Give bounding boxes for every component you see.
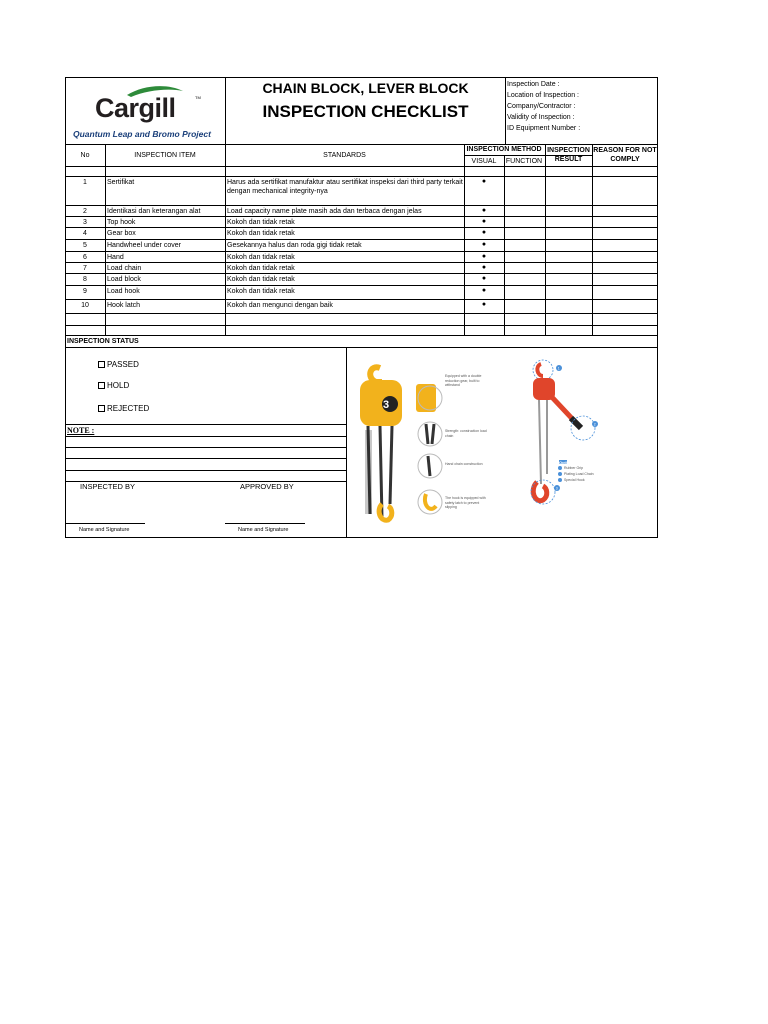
inspected-by-label: INSPECTED BY — [80, 482, 136, 491]
note-line — [65, 470, 346, 471]
table-header-bottom — [65, 166, 658, 167]
hold-label: HOLD — [107, 381, 130, 390]
row-standard: Harus ada sertifikat manufaktur atau sertifikat inspeksi dari third party terkait dengan mechanical integrity-nya — [227, 179, 463, 195]
passed-checkbox[interactable] — [98, 361, 105, 368]
note-top-line — [65, 424, 346, 425]
approved-by-label: APPROVED BY — [240, 482, 294, 491]
row-item: Hand — [107, 254, 124, 261]
row-standard: Load capacity name plate masih ada dan terbaca dengan jelas — [227, 208, 422, 215]
title-line1: CHAIN BLOCK, LEVER BLOCK — [262, 80, 469, 96]
hold-checkbox[interactable] — [98, 382, 105, 389]
row-item: Sertifikat — [107, 179, 135, 186]
table-row — [65, 227, 658, 239]
row-number: 1 — [83, 179, 87, 186]
visual-check-mark[interactable]: ● — [481, 301, 487, 308]
row-standard: Kokoh dan tidak retak — [227, 276, 295, 283]
row-standard: Kokoh dan tidak retak — [227, 265, 295, 272]
signature-line-2 — [225, 523, 305, 524]
col-result-header: INSPECTION RESULT — [547, 147, 590, 163]
col-no-header: No — [80, 152, 90, 159]
row-item: Load block — [107, 276, 141, 283]
name-signature-1: Name and Signature — [79, 527, 130, 533]
signature-line-1 — [65, 523, 145, 524]
info-validity: Validity of Inspection : — [507, 114, 575, 121]
col-line — [105, 144, 106, 335]
row-standard: Kokoh dan mengunci dengan baik — [227, 302, 333, 309]
lever-block-image — [497, 354, 607, 526]
inspection-status-label: INSPECTION STATUS — [67, 338, 139, 345]
lever-option-2: Plating Load Chain — [564, 472, 594, 476]
row-standard: Kokoh dan tidak retak — [227, 288, 295, 295]
chain-block-image — [352, 354, 492, 526]
info-company: Company/Contractor : — [507, 103, 576, 110]
col-standards-header: STANDARDS — [323, 152, 366, 159]
info-inspection-date: Inspection Date : — [507, 81, 560, 88]
table-row — [65, 299, 658, 313]
row-item: Top hook — [107, 219, 136, 226]
table-row — [65, 273, 658, 285]
visual-check-mark[interactable]: ● — [481, 287, 487, 294]
table-row — [65, 205, 658, 216]
border-top — [65, 77, 658, 78]
header-bottom-line — [65, 144, 658, 145]
row-number: 8 — [83, 276, 87, 283]
visual-check-mark[interactable]: ● — [481, 264, 487, 271]
col-line — [545, 144, 546, 335]
status-label-line — [65, 347, 658, 348]
info-location: Location of Inspection : — [507, 92, 579, 99]
visual-check-mark[interactable]: ● — [481, 218, 487, 225]
row-number: 3 — [83, 219, 87, 226]
table-row — [65, 239, 658, 251]
visual-check-mark[interactable]: ● — [481, 229, 487, 236]
passed-label: PASSED — [107, 360, 139, 369]
table-row — [65, 262, 658, 273]
col-item-header: INSPECTION ITEM — [134, 152, 196, 159]
chain-block-marker: 3 — [383, 399, 390, 411]
row-number: 9 — [83, 288, 87, 295]
col-method-header: INSPECTION METHOD — [466, 146, 542, 153]
row-number: 5 — [83, 242, 87, 249]
table-row — [65, 176, 658, 205]
row-item: Load chain — [107, 265, 142, 272]
lever-options-label: Options — [559, 460, 575, 465]
row-item: Identikasi dan keterangan alat — [107, 208, 201, 215]
row-number: 2 — [83, 208, 87, 215]
row-number: 7 — [83, 265, 87, 272]
logo-subtitle: Quantum Leap and Bromo Project — [73, 129, 211, 139]
name-signature-2: Name and Signature — [238, 527, 289, 533]
lever-block-drawing — [497, 354, 607, 526]
chain-note-4: The hook is equipped with safety latch to prevent slipping — [445, 496, 486, 509]
row-standard: Kokoh dan tidak retak — [227, 254, 295, 261]
table-row — [65, 251, 658, 262]
col-line — [592, 144, 593, 335]
row-item: Handwheel under cover — [107, 242, 181, 249]
lever-marker-2: 2 — [593, 422, 596, 427]
chain-note-3: Hand chain construction — [445, 462, 483, 466]
visual-check-mark[interactable]: ● — [481, 253, 487, 260]
cargill-logo — [71, 83, 221, 141]
logo-trademark: TM — [195, 95, 201, 100]
empty-row-line — [65, 325, 658, 326]
chain-note-1: Equipped with a double reduction gear, built to withstand — [445, 374, 482, 387]
col-line — [504, 155, 505, 335]
col-function-header: FUNCTION — [505, 158, 543, 165]
lever-marker-3: 3 — [555, 486, 558, 491]
table-row — [65, 285, 658, 299]
lever-marker-1: 1 — [557, 366, 560, 371]
note-line — [65, 436, 346, 437]
visual-check-mark[interactable]: ● — [481, 178, 487, 185]
rejected-label: REJECTED — [107, 404, 150, 413]
note-line — [65, 447, 346, 448]
logo-text: Cargill — [95, 93, 176, 123]
row-number: 10 — [81, 302, 89, 309]
status-top-line — [65, 335, 658, 336]
lever-option-1: Rubber Grip — [564, 466, 584, 470]
row-number: 4 — [83, 230, 87, 237]
note-line — [65, 458, 346, 459]
visual-check-mark[interactable]: ● — [481, 207, 487, 214]
status-divider — [346, 347, 347, 538]
col-visual-header: VISUAL — [471, 158, 497, 165]
row-item: Gear box — [107, 230, 136, 237]
col-line — [464, 144, 465, 335]
empty-row-line — [65, 313, 658, 314]
checklist-sheet — [65, 77, 658, 538]
row-standard: Kokoh dan tidak retak — [227, 230, 295, 237]
title-line2: INSPECTION CHECKLIST — [262, 102, 469, 121]
border-bottom — [65, 537, 658, 538]
row-standard: Gesekannya halus dan roda gigi tidak retak — [227, 242, 362, 249]
table-row — [65, 216, 658, 227]
info-equipment-id: ID Equipment Number : — [507, 125, 581, 132]
visual-check-mark[interactable]: ● — [481, 241, 487, 248]
row-item: Load hook — [107, 288, 140, 295]
row-item: Hook latch — [107, 302, 141, 309]
chain-note-2: Strength: construction load chain — [445, 429, 487, 438]
note-label: NOTE : — [67, 426, 95, 435]
header-divider — [505, 77, 506, 144]
visual-check-mark[interactable]: ● — [481, 275, 487, 282]
row-number: 6 — [83, 254, 87, 261]
lever-option-3: Special Hook — [564, 478, 585, 482]
rejected-checkbox[interactable] — [98, 405, 105, 412]
col-reason-header: REASON FOR NOT COMPLY — [593, 147, 657, 163]
col-line — [225, 144, 226, 335]
row-standard: Kokoh dan tidak retak — [227, 219, 295, 226]
